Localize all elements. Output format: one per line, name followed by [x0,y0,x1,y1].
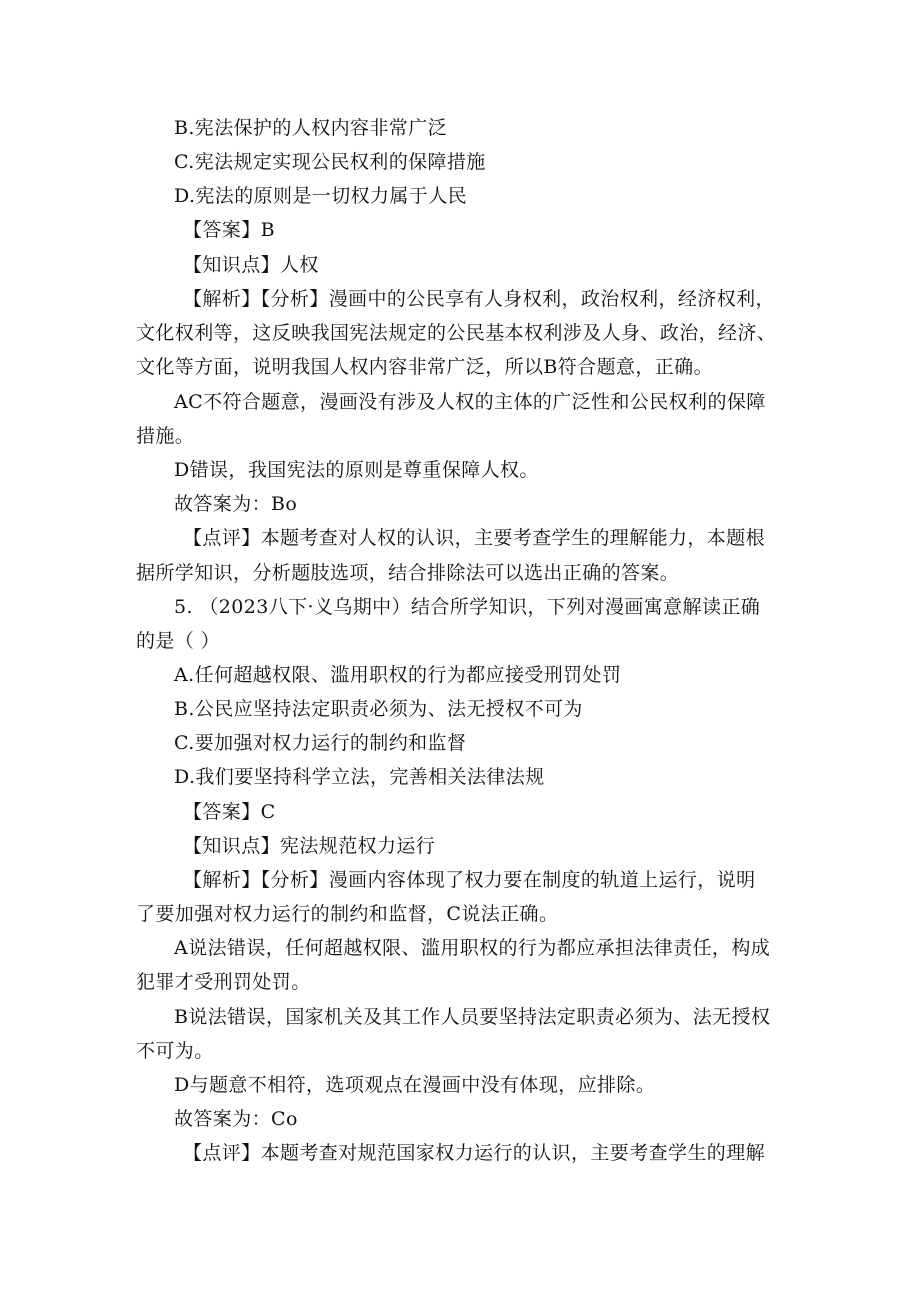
text-line: 不可为。 [136,1040,214,1062]
text-line: 措施。 [136,425,195,447]
text-line: 【点评】本题考查对规范国家权力运行的认识，主要考查学生的理解 [183,1142,766,1164]
text-line: AC不符合题意，漫画没有涉及人权的主体的广泛性和公民权利的保障 [174,391,766,413]
text-line: 故答案为：Bo [174,493,298,515]
text-line: 故答案为：Co [174,1108,298,1130]
text-line: B.公民应坚持法定职责必须为、法无授权不可为 [174,698,583,720]
text-line: D与题意不相符，选项观点在漫画中没有体现，应排除。 [174,1074,656,1096]
text-line: 5. （2023八下·义乌期中）结合所学知识，下列对漫画寓意解读正确 [174,596,761,618]
text-line: D.我们要坚持科学立法，完善相关法律法规 [174,766,545,788]
text-line: 文化权利等，这反映我国宪法规定的公民基本权利涉及人身、政治，经济、 [136,322,777,344]
text-line: B.宪法保护的人权内容非常广泛 [174,117,448,139]
text-line: 据所学知识，分析题肢选项，结合排除法可以选出正确的答案。 [136,562,680,584]
text-line: D错误，我国宪法的原则是尊重保障人权。 [174,459,539,481]
text-line: C.宪法规定实现公民权利的保障措施 [174,151,486,173]
text-line: 【知识点】人权 [183,254,319,276]
text-line: 【知识点】宪法规范权力运行 [183,835,436,857]
text-line: A.任何超越权限、滥用职权的行为都应接受刑罚处罚 [174,664,622,686]
text-line: 【答案】B [183,219,275,241]
text-line: D.宪法的原则是一切权力属于人民 [174,185,467,207]
text-line: 【解析】【分析】漫画内容体现了权力要在制度的轨道上运行，说明 [183,869,756,891]
text-line: 【点评】本题考查对人权的认识，主要考查学生的理解能力，本题根 [183,527,766,549]
text-line: B说法错误，国家机关及其工作人员要坚持法定职责必须为、法无授权 [174,1006,771,1028]
text-line: 【答案】C [183,801,276,823]
text-line: 了要加强对权力运行的制约和监督，C说法正确。 [136,903,559,925]
text-line: 文化等方面，说明我国人权内容非常广泛，所以B符合题意，正确。 [136,356,713,378]
text-line: 犯罪才受刑罚处罚。 [136,971,311,993]
text-line: C.要加强对权力运行的制约和监督 [174,732,467,754]
text-line: 【解析】【分析】漫画中的公民享有人身权利，政治权利，经济权利， [183,288,775,310]
text-line: 的是（ ） [136,630,221,652]
text-line: A说法错误，任何超越权限、滥用职权的行为都应承担法律责任，构成 [174,937,771,959]
